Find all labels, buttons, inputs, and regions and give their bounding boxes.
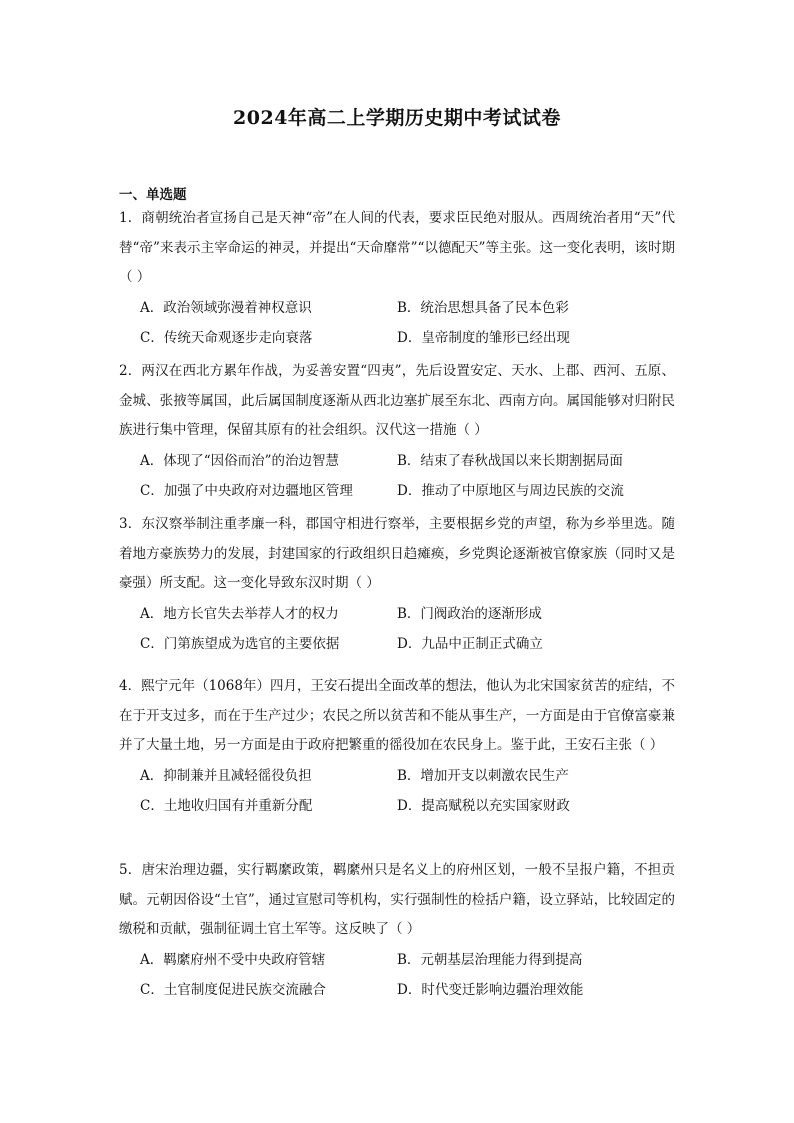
option-b: B．元朝基层治理能力得到提高 xyxy=(397,951,583,968)
option-a: A．体现了“因俗而治”的治边智慧 xyxy=(140,452,340,469)
question-stem: 3．东汉察举制注重孝廉一科，郡国守相进行察举，主要根据乡党的声望，称为乡举里选。随着地方豪族势力的发展，封建国家的行政组织日趋瘫痪，乡党舆论逐渐被官僚家族（同时又是豪强）所支配。这一变化导致东汉时期（ ） xyxy=(119,516,675,592)
section-heading: 一、单选题 xyxy=(119,187,187,203)
option-b: B．增加开支以刺激农民生产 xyxy=(397,767,569,784)
option-c: C．传统天命观逐步走向衰落 xyxy=(140,330,313,347)
option-d: D．推动了中原地区与周边民族的交流 xyxy=(397,483,624,500)
option-d: D．皇帝制度的雏形已经出现 xyxy=(397,330,570,347)
option-a: A．羁縻府州不受中央政府管辖 xyxy=(140,951,326,968)
question-1 xyxy=(119,204,675,354)
question-3 xyxy=(119,510,675,660)
option-b: B．结束了春秋战国以来长期割据局面 xyxy=(397,452,623,469)
question-stem: 1．商朝统治者宣扬自己是天神“帝”在人间的代表，要求臣民绝对服从。西周统治者用“天”代替“帝”来表示主宰命运的神灵，并提出“天命靡常”“以德配天”等主张。这一变化表明，该时期（ ） xyxy=(119,210,675,286)
option-a: A．地方长官失去举荐人才的权力 xyxy=(140,605,339,622)
page-title: 2024年高二上学期历史期中考试试卷 xyxy=(233,107,561,129)
question-stem: 4．熙宁元年（1068年）四月，王安石提出全面改革的想法，他认为北宋国家贫苦的症结，不在于开支过多，而在于生产过少；农民之所以贫苦和不能从事生产，一方面是由于官僚富豪兼并了大量土地，另一方面是由于政府把繁重的徭役加在农民身上。鉴于此，王安石主张（ ） xyxy=(119,678,675,754)
option-grid xyxy=(119,599,675,660)
option-a: A．政治领域弥漫着神权意识 xyxy=(140,299,312,316)
question-stem: 2．两汉在西北方累年作战，为妥善安置“四夷”，先后设置安定、天水、上郡、西河、五原、金城、张掖等属国，此后属国制度逐渐从西北边塞扩展至东北、西南方向。属国能够对归附民族进行集中管理，保留其原有的社会组织。汉代这一措施（ ） xyxy=(119,363,675,439)
option-d: D．时代变迁影响边疆治理效能 xyxy=(397,982,584,999)
option-c: C．土官制度促进民族交流融合 xyxy=(140,982,326,999)
option-b: B．统治思想具备了民本色彩 xyxy=(397,299,569,316)
question-2 xyxy=(119,357,675,507)
option-grid xyxy=(119,945,675,1006)
question-stem: 5．唐宋治理边疆，实行羁縻政策，羁縻州只是名义上的府州区划，一般不呈报户籍，不担贡赋。元朝因俗设“土官”，通过宣慰司等机构，实行强制性的检括户籍，设立驿站，比较固定的缴税和贡献，强制征调土官土军等。这反映了（ ） xyxy=(119,862,675,938)
option-c: C．门第族望成为选官的主要依据 xyxy=(140,636,340,653)
option-grid xyxy=(119,446,675,507)
option-c: C．加强了中央政府对边疆地区管理 xyxy=(140,483,353,500)
option-d: D．提高赋税以充实国家财政 xyxy=(397,798,570,815)
option-c: C．土地收归国有并重新分配 xyxy=(140,798,313,815)
option-b: B．门阀政治的逐渐形成 xyxy=(397,605,542,622)
option-grid xyxy=(119,293,675,354)
option-a: A．抑制兼并且减轻徭役负担 xyxy=(140,767,312,784)
question-4 xyxy=(119,672,675,822)
option-d: D．九品中正制正式确立 xyxy=(397,636,543,653)
question-5 xyxy=(119,856,675,1006)
option-grid xyxy=(119,761,675,822)
